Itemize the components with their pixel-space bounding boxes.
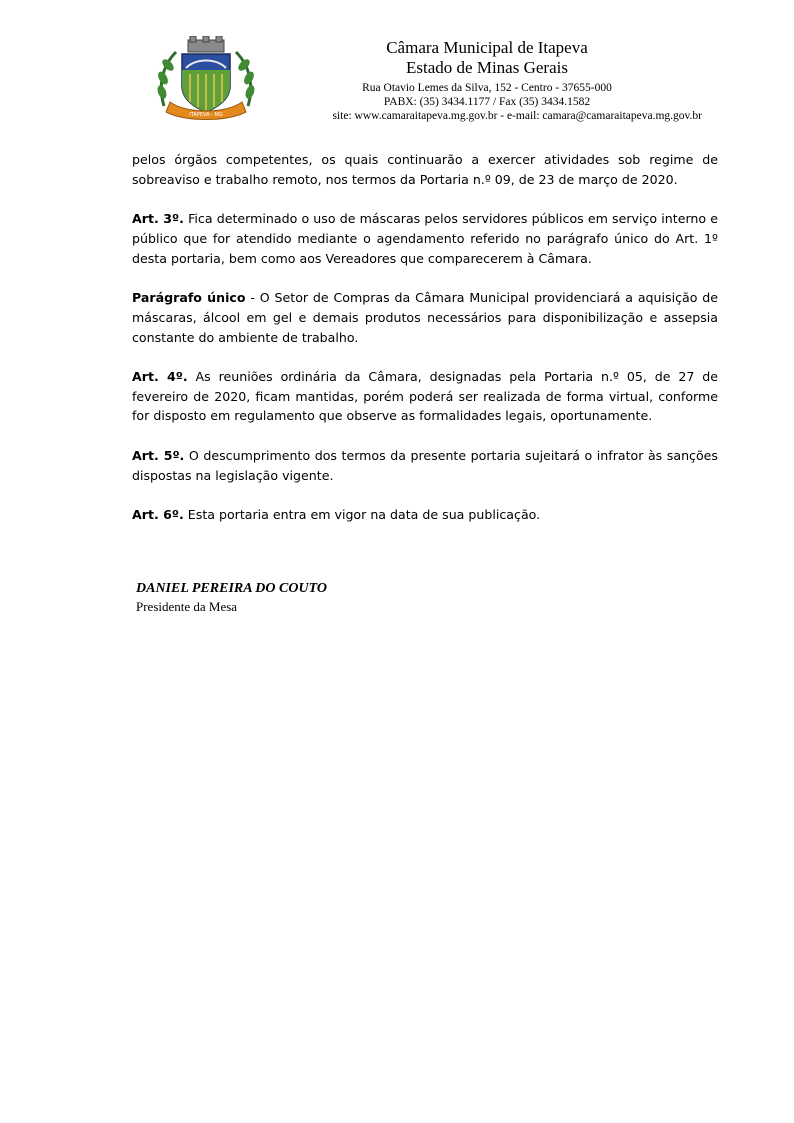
article-4 [132,367,718,426]
article-5 [132,446,718,486]
sole-paragraph-label: Parágrafo único [132,289,246,305]
phone-line: PABX: (35) 3434.1177 / Fax (35) 3434.1582 [383,96,591,108]
article-3-label: Art. 3º. [132,211,184,227]
article-6 [132,505,718,525]
article-4-text: As reuniões ordinária da Câmara, designadas pela Portaria n.º 05, de 27 de fevereiro de 2020, ficam mantidas, porém poderá ser realizada de forma virtual, conforme for disposto em regulamento que observe as formalidades legais, oportunamente. [132,368,718,424]
article-5-label: Art. 5º. [132,447,185,463]
sole-paragraph-text: - O Setor de Compras da Câmara Municipal providenciará a aquisição de máscaras, álcool em gel e demais produtos necessários para disponibilização e assepsia constante do ambiente de trabalho. [132,289,718,345]
address-line: Rua Otavio Lemes da Silva, 152 - Centro - 37655-000 [362,82,612,94]
municipal-crest-logo [156,36,256,120]
article-5-text: O descumprimento dos termos da presente portaria sujeitará o infrator às sanções dispostas na legislação vigente. [132,447,718,483]
paragraph-continuation: pelos órgãos competentes, os quais continuarão a exercer atividades sob regime de sobreaviso e trabalho remoto, nos termos da Portaria n.º 09, de 23 de março de 2020. [132,152,718,187]
letterhead [262,38,712,123]
article-3-text: Fica determinado o uso de máscaras pelos servidores públicos em serviço interno e público que for atendido mediante o agendamento referido no parágrafo único do Art. 1º desta portaria, bem como aos Vereadores que comparecerem à Câmara. [132,211,718,266]
article-6-text: Esta portaria entra em vigor na data de sua publicação. [183,506,541,522]
state-name: Estado de Minas Gerais [406,58,568,77]
signatory-role: Presidente da Mesa [136,599,238,614]
article-3 [132,209,718,268]
contact-line: site: www.camaraitapeva.mg.gov.br - e-mail: camara@camaraitapeva.mg.gov.br [332,110,702,122]
institution-name: Câmara Municipal de Itapeva [386,38,588,57]
signatory-name: DANIEL PEREIRA DO COUTO [136,581,327,596]
article-4-label: Art. 4º. [132,368,188,384]
sole-paragraph [132,288,718,347]
crest-ribbon-text: ITAPEVA - MG [189,112,223,118]
document-body [132,150,718,525]
signature-block [136,580,327,616]
article-6-label: Art. 6º. [132,506,184,522]
